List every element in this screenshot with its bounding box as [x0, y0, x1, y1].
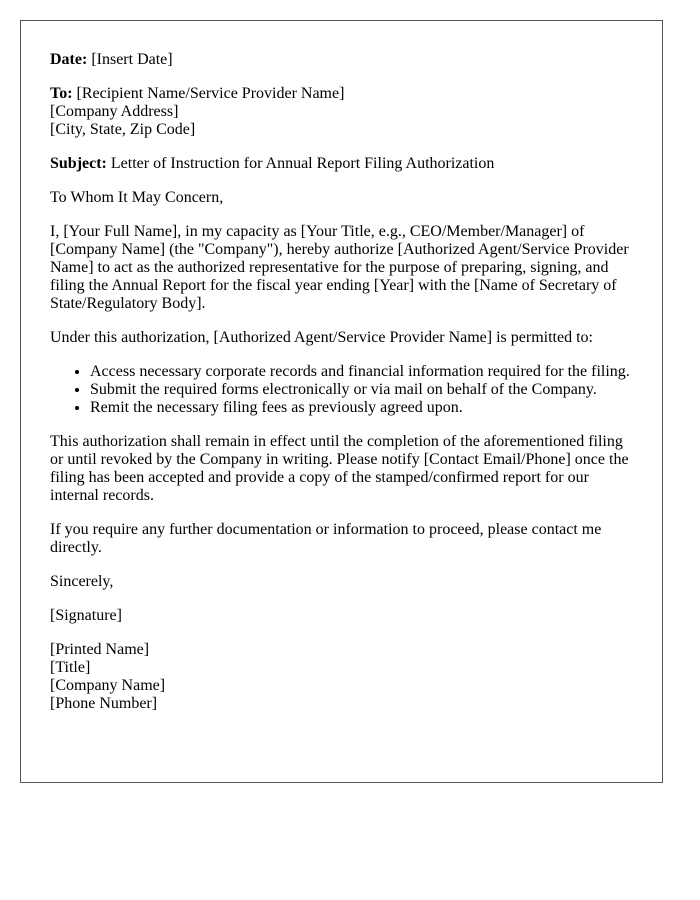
phone-number: [Phone Number]	[50, 695, 158, 712]
signature-block	[50, 641, 633, 713]
to-label: To:	[50, 85, 73, 102]
body-paragraph-4: If you require any further documentation or information to proceed, please contact me directly.	[50, 521, 602, 556]
body-paragraph-2: Under this authorization, [Authorized Agent/Service Provider Name] is permitted to:	[50, 329, 593, 346]
date-line	[50, 51, 633, 69]
signature: [Signature]	[50, 607, 122, 624]
company-name: [Company Name]	[50, 677, 166, 694]
permissions-list	[50, 363, 633, 417]
list-item: • Submit the required forms electronically or via mail on behalf of the Company.	[90, 381, 633, 399]
body-paragraph-1: I, [Your Full Name], in my capacity as [Your Title, e.g., CEO/Member/Manager] of [Company Name] (the "Company"), hereby authorize [Authorized Agent/Service Provider Name] to act as the authorized representative for the purpose of preparing, signing, and filing the Annual Report for the fiscal year ending [Year] with the [Name of Secretary of State/Regulatory Body].	[50, 223, 629, 312]
title: [Title]	[50, 659, 91, 676]
date-value: [Insert Date]	[87, 51, 173, 68]
subject-line	[50, 155, 633, 173]
closing: Sincerely,	[50, 573, 114, 590]
printed-name: [Printed Name]	[50, 641, 150, 658]
recipient-block	[50, 85, 633, 139]
recipient-name: [Recipient Name/Service Provider Name]	[72, 85, 345, 102]
letter	[20, 20, 663, 783]
body-paragraph-3: This authorization shall remain in effect until the completion of the aforementioned filing or until revoked by the Company in writing. Please notify [Contact Email/Phone] once the filing has been accepted and provide a copy of the stamped/confirmed report for our internal records.	[50, 433, 629, 504]
recipient-address: [Company Address]	[50, 103, 179, 120]
recipient-city: [City, State, Zip Code]	[50, 121, 196, 138]
subject-value: Letter of Instruction for Annual Report Filing Authorization	[106, 155, 495, 172]
list-item: • Access necessary corporate records and financial information required for the filing.	[90, 363, 633, 381]
date-label: Date:	[50, 51, 88, 68]
subject-label: Subject:	[50, 155, 107, 172]
list-item: • Remit the necessary filing fees as previously agreed upon.	[90, 399, 633, 417]
salutation: To Whom It May Concern,	[50, 189, 224, 206]
